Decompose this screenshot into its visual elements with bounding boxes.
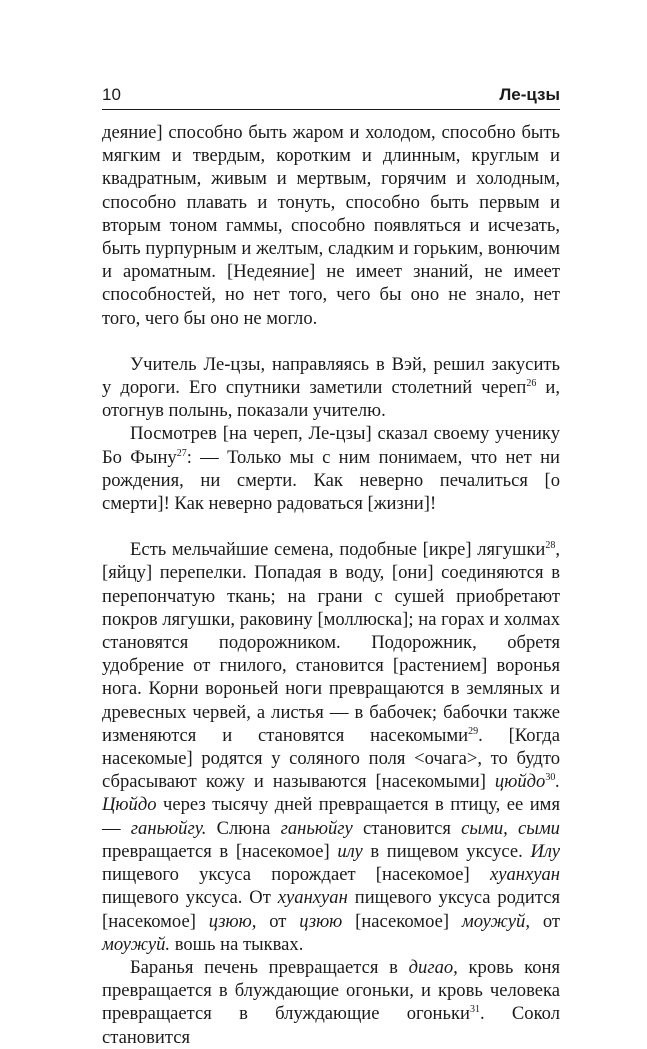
italic-term: моужуй, — [461, 910, 530, 932]
text-run: и, отогнув полынь, показали учителю. — [102, 377, 560, 422]
footnote-ref: 26 — [526, 377, 537, 389]
italic-term: дигао, — [408, 956, 458, 978]
text-run: через тысячу дней превращается в птицу, ее имя — — [102, 794, 560, 839]
running-title: Ле-цзы — [499, 85, 560, 104]
italic-term: ганьюйгу. — [130, 817, 207, 839]
text-run: . [Когда насекомые] родятся у соляного поля <очага>, то будто сбрасывают кожу и называются [насекомыми] — [102, 724, 560, 793]
text-run: Баранья печень превращается в — [130, 956, 409, 978]
italic-term: Цюйдо — [102, 794, 157, 816]
text-run: Есть мельчайшие семена, подобные [икре] лягушки — [130, 539, 546, 561]
footnote-ref: 28 — [545, 540, 556, 552]
text-run: пищевого уксуса порождает [насекомое] — [102, 864, 490, 886]
italic-term: ганьюйгу — [280, 817, 353, 839]
paragraph — [102, 353, 560, 423]
paragraph — [102, 121, 560, 330]
text-run: становится — [352, 817, 462, 839]
text-run: : — Только мы с ним понимаем, что нет ни рождения, ни смерти. Как неверно печалиться [о смерти]! Как неверно радоваться [жизни]! — [102, 446, 560, 515]
text-run: от — [529, 910, 560, 932]
paragraph — [102, 538, 560, 956]
text-run: Слюна — [206, 817, 281, 839]
text-run: деяние] способно быть жаром и холодом, способно быть мягким и твердым, коротким и длинным, круглым и квадратным, живым и мертвым, горячим и холодным, способно плавать и тонуть, способно быть первым и вторым тоном гаммы, способно появляться и исчезать, быть пурпурным и желтым, сладким и горьким, вонючим и ароматным. [Недеяние] не имеет знаний, не имеет способностей, но нет того, чего бы оно не знало, нет того, чего бы оно не могло. — [102, 122, 560, 329]
page-number: 10 — [102, 85, 121, 104]
text-run: кровь коня превращается в блуждающие огоньки, и кровь человека превращается в блуждающие огоньки — [102, 956, 560, 1025]
italic-term: Илу — [530, 840, 560, 862]
footnote-ref: 31 — [469, 1004, 480, 1016]
text-run: Посмотрев [на череп, Ле-цзы] сказал своему ученику Бо Фыну — [102, 423, 560, 468]
footnote-ref: 29 — [468, 725, 479, 737]
page-header — [102, 85, 560, 111]
italic-term: цзюю, — [208, 910, 257, 932]
italic-term: хуанхуан — [277, 887, 348, 909]
text-run: Учитель Ле-цзы, направляясь в Вэй, решил закусить у дороги. Его спутники заметили столетний череп — [102, 353, 560, 399]
italic-term: цзюю — [299, 910, 343, 932]
body-text — [102, 121, 560, 1049]
footnote-ref: 27 — [176, 447, 187, 459]
italic-term: моужуй. — [102, 933, 171, 955]
text-run: пищевого уксуса. От — [102, 887, 278, 909]
text-run: пищевого уксуса родится [насекомое] — [102, 887, 561, 932]
footnote-ref: 30 — [545, 772, 556, 784]
text-run: в пищевом уксусе. — [362, 840, 531, 862]
italic-term: сыми, сыми — [461, 817, 560, 839]
text-run: превращается в [насекомое] — [102, 840, 338, 862]
italic-term: . — [555, 771, 560, 793]
italic-term: илу — [337, 840, 363, 862]
paragraph — [102, 956, 560, 1049]
italic-term: хуанхуан — [489, 864, 560, 886]
italic-term: цюйдо — [494, 771, 546, 793]
text-run: , [яйцу] перепелки. Попадая в воду, [они] соединяются в перепончатую ткань; на грани с сушей приобретают покров лягушки, раковину [моллюска]; на горах и холмах становятся подорожником. Подорожник, обретя удобрение от гнилого, становится [растением] воронья нога. Корни вороньей ноги превращаются в земляных и древесных червей, а листья — в бабочек; бабочки также изменяются и становятся насекомыми — [102, 539, 560, 746]
text-run: [насекомое] — [342, 910, 462, 932]
paragraph — [102, 422, 560, 515]
header-rule — [102, 109, 560, 110]
text-run: вошь на тыквах. — [170, 933, 304, 955]
text-run: . Сокол становится — [102, 1003, 560, 1048]
text-run: от — [256, 910, 300, 932]
